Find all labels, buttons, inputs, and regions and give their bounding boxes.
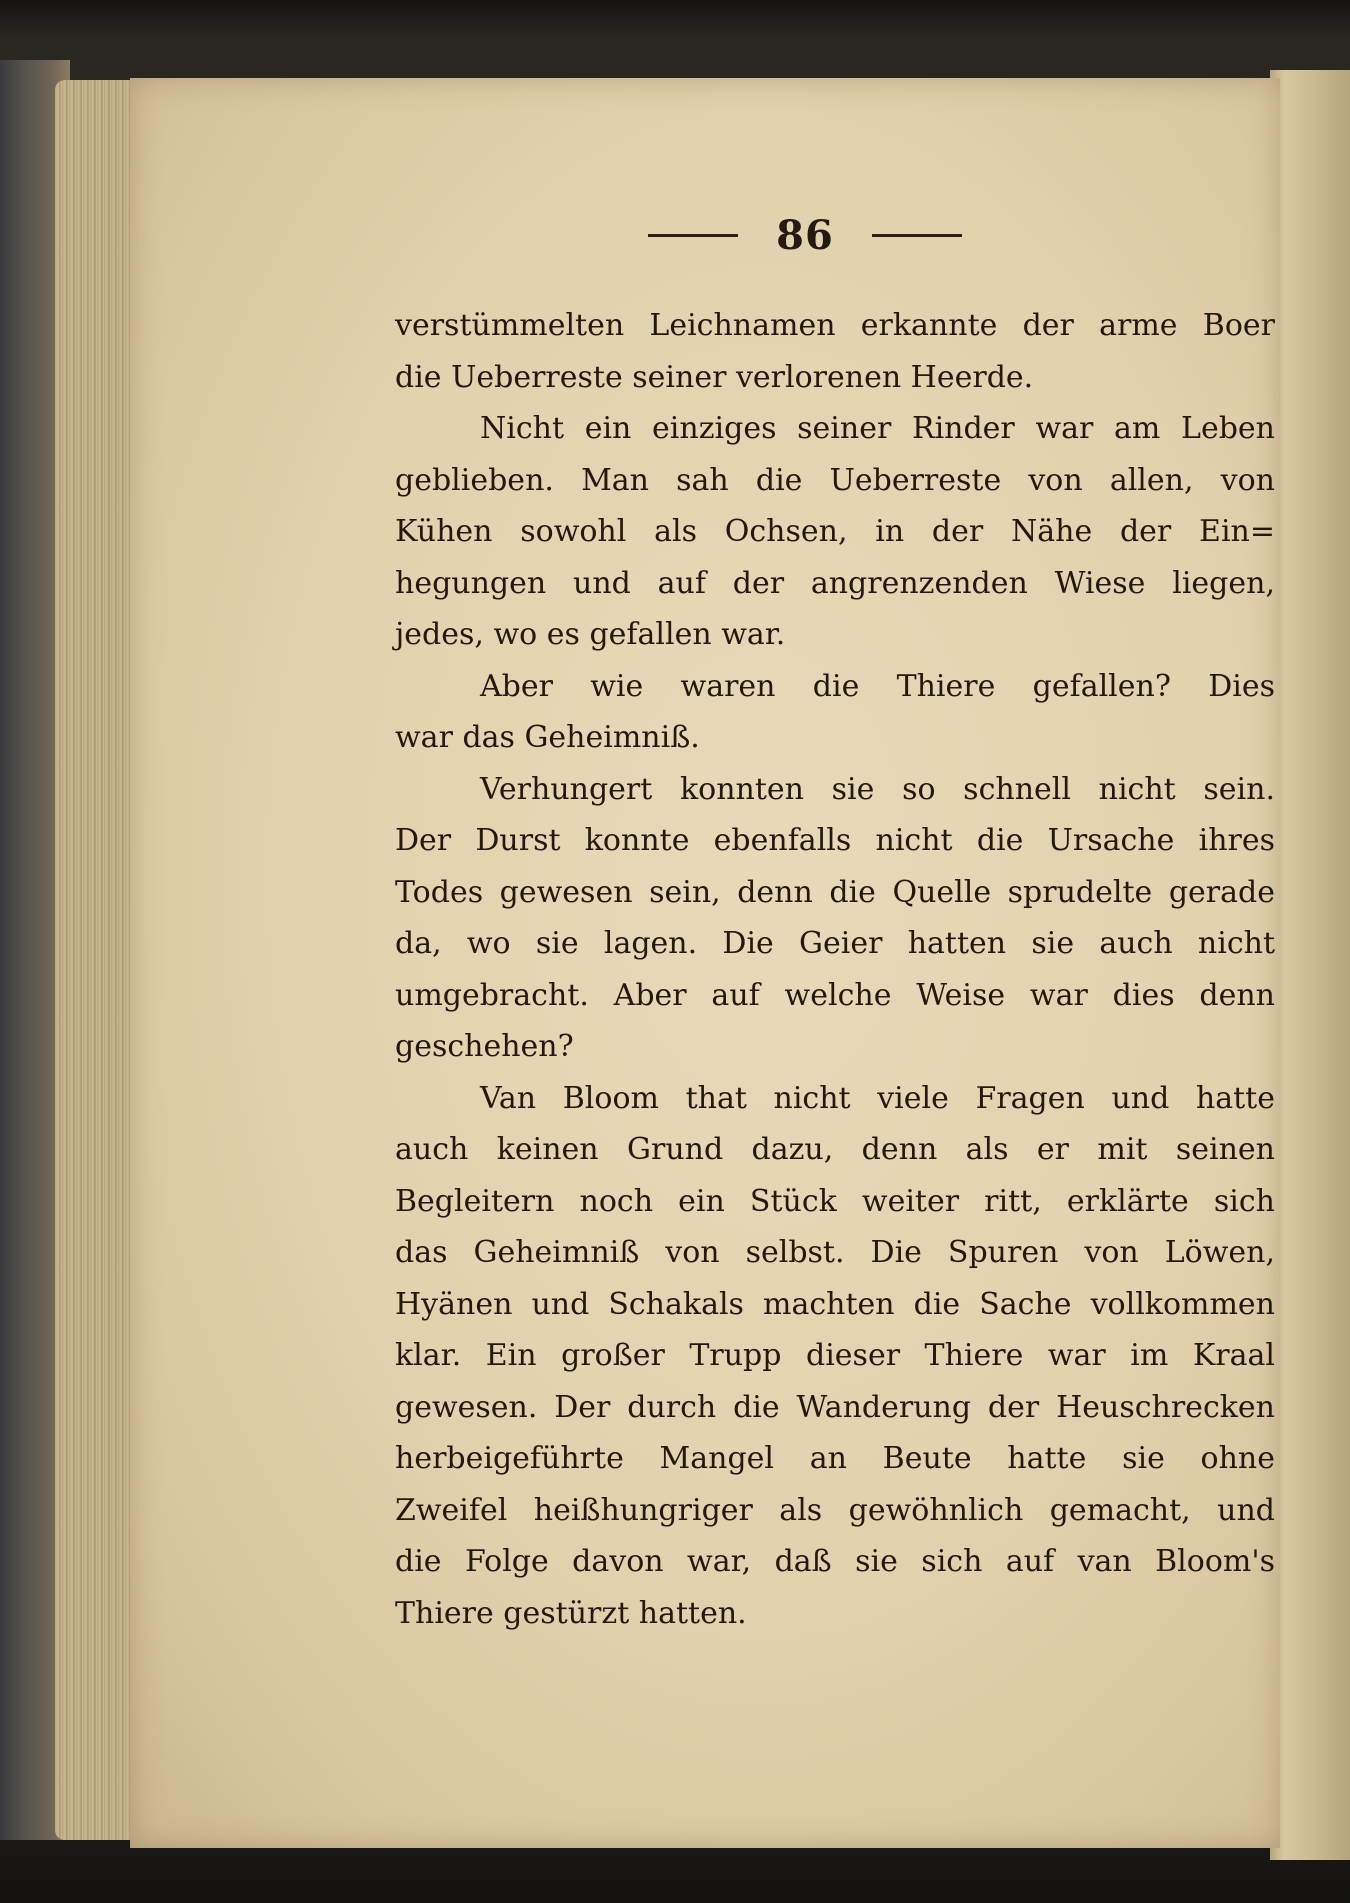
text-line: gewesen. Der durch die Wanderung der Heuschrecken bbox=[395, 1389, 1275, 1425]
text-line: Der Durst konnte ebenfalls nicht die Ursache ihres bbox=[395, 823, 1275, 858]
text-line: da, wo sie lagen. Die Geier hatten sie auch nicht bbox=[395, 926, 1275, 961]
text-line: herbeigeführte Mangel an Beute hatte sie ohne bbox=[395, 1441, 1275, 1476]
text-line: geschehen? bbox=[395, 1029, 574, 1064]
text-line: Kühen sowohl als Ochsen, in der Nähe der Ein= bbox=[395, 514, 1275, 549]
text-line: war das Geheimniß. bbox=[395, 720, 700, 755]
text-line: geblieben. Man sah die Ueberreste von allen, von bbox=[395, 462, 1275, 498]
text-line: die Ueberreste seiner verlorenen Heerde. bbox=[395, 359, 1034, 395]
text-line: hegungen und auf der angrenzenden Wiese liegen, bbox=[395, 565, 1275, 601]
page-header bbox=[630, 205, 980, 265]
text-line: Van Bloom that nicht viele Fragen und hatte bbox=[480, 1080, 1275, 1116]
text-line: das Geheimniß von selbst. Die Spuren von Löwen, bbox=[395, 1235, 1275, 1270]
text-line: verstümmelten Leichnamen erkannte der arme Boer bbox=[395, 308, 1275, 343]
text-line: Zweifel heißhungriger als gewöhnlich gemacht, und bbox=[395, 1492, 1275, 1528]
text-line: Nicht ein einziges seiner Rinder war am Leben bbox=[480, 411, 1275, 446]
page-number: 86 bbox=[776, 211, 834, 259]
header-dash-right bbox=[872, 234, 962, 237]
text-line: Begleitern noch ein Stück weiter ritt, erklärte sich bbox=[395, 1183, 1275, 1219]
text-line: die Folge davon war, daß sie sich auf van Bloom's bbox=[395, 1544, 1275, 1579]
text-line: Aber wie waren die Thiere gefallen? Dies bbox=[480, 668, 1275, 704]
text-line: jedes, wo es gefallen war. bbox=[395, 617, 786, 652]
body-text bbox=[395, 300, 1275, 1639]
text-line: auch keinen Grund dazu, denn als er mit seinen bbox=[395, 1132, 1275, 1167]
text-line: umgebracht. Aber auf welche Weise war dies denn bbox=[395, 977, 1275, 1013]
text-line: Hyänen und Schakals machten die Sache vollkommen bbox=[395, 1286, 1275, 1322]
text-line: Thiere gestürzt hatten. bbox=[395, 1595, 747, 1631]
text-line: klar. Ein großer Trupp dieser Thiere war im Kraal bbox=[395, 1338, 1275, 1373]
header-dash-left bbox=[648, 234, 738, 237]
text-line: Verhungert konnten sie so schnell nicht sein. bbox=[480, 771, 1275, 807]
next-page-edge bbox=[1270, 70, 1350, 1860]
text-line: Todes gewesen sein, denn die Quelle sprudelte gerade bbox=[395, 874, 1275, 910]
